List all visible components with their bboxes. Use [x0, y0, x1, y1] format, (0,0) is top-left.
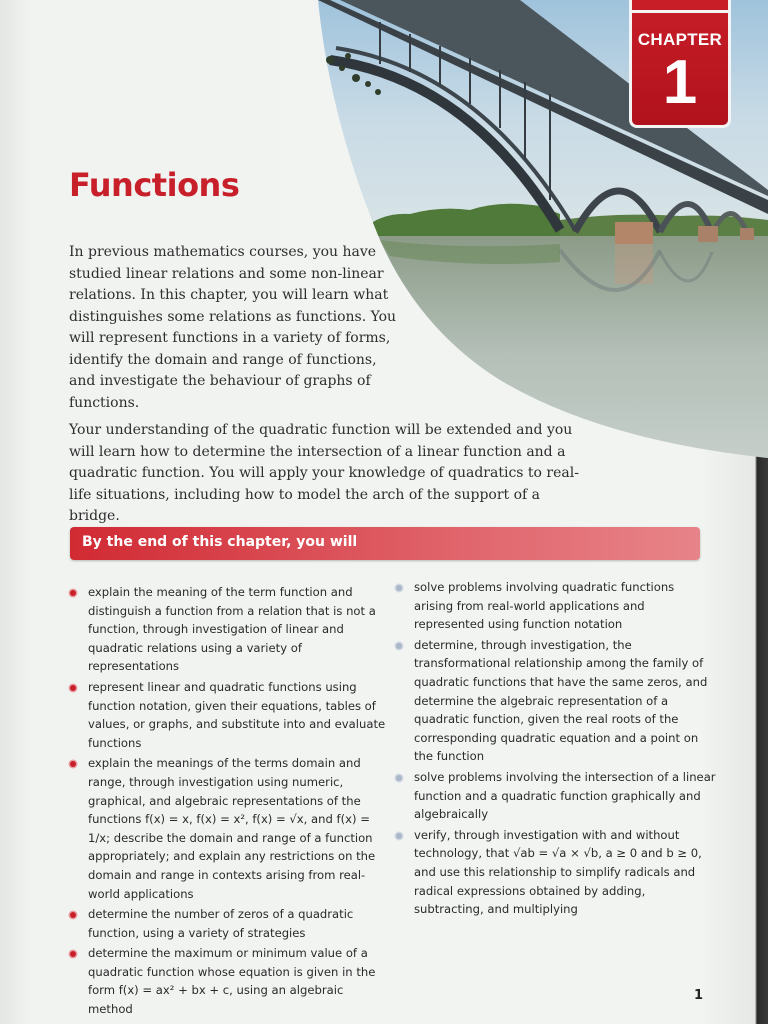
chapter-badge [629, 0, 731, 128]
bullet-icon [70, 590, 76, 596]
list-item [396, 826, 716, 919]
outcome-text: represent linear and quadratic functions using function notation, given their equations, tables of values, or graphs, and substitute into and evaluate functions [88, 679, 386, 750]
list-item [70, 678, 390, 752]
bullet-icon [70, 951, 76, 957]
bullet-icon [396, 775, 402, 781]
outcomes-left-column [70, 583, 390, 1021]
outcome-text: explain the meanings of the terms domain and range, through investigation using numeric, graphical, and algebraic representations of the functions f(x) = x, f(x) = x², f(x) = √x, and f(x) = 1/x; describe the domain and range of a function appropriately; and explain any restrictions on the domain and range in contexts arising from real-world applications [88, 756, 376, 901]
bullet-icon [70, 685, 76, 691]
intro-paragraph-1: In previous mathematics courses, you have studied linear relations and some non-linear relations. In this chapter, you will learn what distinguishes some relations as functions. You will represent functions in a variety of forms, identify the domain and range of functions, and investigate the behaviour of graphs of functions. [69, 244, 397, 411]
intro-text [69, 242, 589, 534]
outcome-text: determine the number of zeros of a quadratic function, using a variety of strategies [88, 907, 354, 940]
list-item [396, 636, 716, 766]
outcomes-right-column [396, 578, 716, 921]
list-item [396, 578, 716, 634]
page-number: 1 [694, 988, 704, 1003]
outcome-text: solve problems involving the intersection of a linear function and a quadratic function graphically and algebraically [414, 769, 716, 822]
chapter-label: CHAPTER [637, 30, 723, 49]
outcomes-banner-text: By the end of this chapter, you will [82, 534, 358, 550]
outcomes-banner [70, 527, 700, 560]
list-item [70, 944, 390, 1018]
outcome-text: determine, through investigation, the transformational relationship among the family of quadratic functions that have the same zeros, and determine the algebraic representation of a quadratic function, given the real roots of the corresponding quadratic equation and a point on the function [414, 637, 708, 764]
bullet-icon [70, 912, 76, 918]
list-item [70, 905, 390, 942]
bullet-icon [396, 833, 402, 839]
chapter-number: 1 [662, 48, 698, 117]
outcome-text: explain the meaning of the term function and distinguish a function from a relation that is not a function, through investigation of linear and quadratic relations using a variety of representations [88, 585, 376, 674]
list-item [396, 768, 716, 824]
bullet-icon [70, 761, 76, 767]
list-item [70, 754, 390, 903]
bullet-icon [396, 585, 402, 591]
list-item [70, 583, 390, 676]
intro-paragraph-2: Your understanding of the quadratic function will be extended and you will learn how to determine the intersection of a linear function and a quadratic function. You will apply your knowledge of quadratics to real-life situations, including how to model the arch of the support of a bridge. [69, 422, 579, 524]
outcome-text: determine the maximum or minimum value of a quadratic function whose equation is given in the form f(x) = ax² + bx + c, using an algebraic method [88, 946, 376, 1017]
outcome-text: verify, through investigation with and without technology, that √ab = √a × √b, a ≥ 0 and b ≥ 0, and use this relationship to simplify radicals and radical expressions obtained by adding, subtracting, and multiplying [414, 827, 702, 917]
bullet-icon [396, 643, 402, 649]
chapter-title: Functions [69, 166, 240, 204]
outcome-text: solve problems involving quadratic functions arising from real-world applications and represented using function notation [414, 580, 675, 632]
badge-stripe [632, 10, 728, 13]
